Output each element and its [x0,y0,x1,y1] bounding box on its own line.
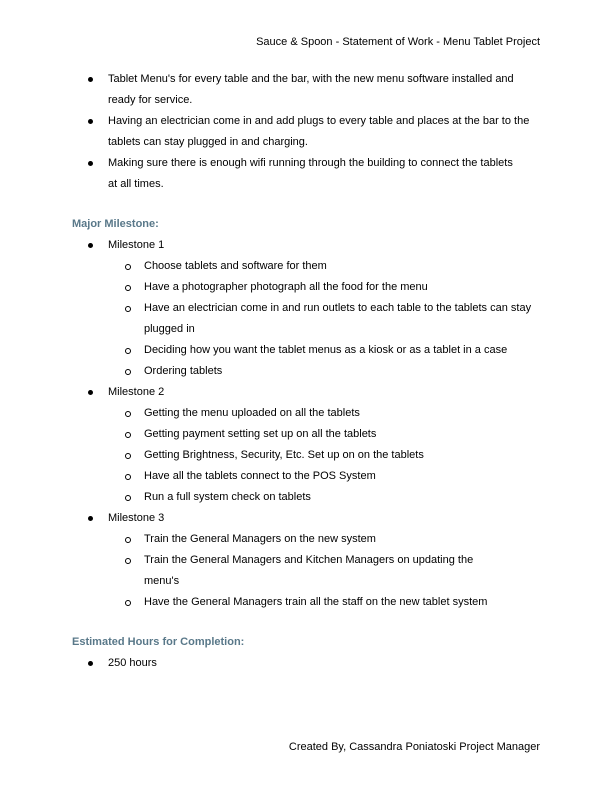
bullet-text: Tablet Menu's for every table and the bar, with the new menu software installed and ready for service. [108,73,514,106]
task-item [108,424,540,445]
task-text: Deciding how you want the tablet menus as a kiosk or as a tablet in a case [144,344,508,356]
milestone-label: Milestone 3 [108,512,165,524]
task-item [108,487,540,508]
intro-bullet-list [72,69,540,195]
milestone-label: Milestone 2 [108,386,165,398]
milestone-label: Milestone 1 [108,239,165,251]
task-item [108,403,540,424]
task-text: Run a full system check on tablets [144,491,311,503]
task-text: Have the General Managers train all the staff on the new tablet system [144,596,488,608]
bullet-text: 250 hours [108,657,157,669]
document-header-title: Sauce & Spoon - Statement of Work - Menu Tablet Project [256,36,540,48]
task-text: Getting the menu uploaded on all the tablets [144,407,360,419]
task-item [108,256,540,277]
task-text: Have all the tablets connect to the POS System [144,470,376,482]
estimated-hours-item [72,653,540,674]
milestone-task-list [108,403,540,508]
document-footer-credit: Created By, Cassandra Poniatoski Project Manager [288,741,540,753]
task-text: Train the General Managers and Kitchen Managers on updating the menu's [144,554,474,587]
task-item [108,550,540,592]
milestone-list [72,235,540,613]
document-body [72,69,540,674]
section-heading-estimated-hours: Estimated Hours for Completion: [72,636,245,648]
milestone-task-list [108,256,540,382]
task-text: Getting Brightness, Security, Etc. Set up on on the tablets [144,449,424,461]
milestone-item [72,382,540,508]
task-item [108,361,540,382]
task-text: Have an electrician come in and run outlets to each table to the tablets can stay plugged in [144,302,532,335]
task-text: Have a photographer photograph all the food for the menu [144,281,428,293]
section-heading-major-milestone: Major Milestone: [72,218,159,230]
task-text: Choose tablets and software for them [144,260,327,272]
task-text: Ordering tablets [144,365,223,377]
task-item [108,529,540,550]
milestone-item [72,508,540,613]
intro-bullet-item [72,69,540,111]
bullet-text: Having an electrician come in and add plugs to every table and places at the bar to the tablets can stay plugged in and charging. [108,115,530,148]
intro-bullet-item [72,111,540,153]
estimated-hours-list [72,653,540,674]
task-text: Train the General Managers on the new system [144,533,376,545]
task-item [108,340,540,361]
milestone-item [72,235,540,382]
task-text: Getting payment setting set up on all the tablets [144,428,377,440]
intro-bullet-item [72,153,540,195]
task-item [108,277,540,298]
task-item [108,466,540,487]
task-item [108,445,540,466]
task-item [108,298,540,340]
milestone-task-list [108,529,540,613]
bullet-text: Making sure there is enough wifi running through the building to connect the tablets at all times. [108,157,513,190]
task-item [108,592,540,613]
